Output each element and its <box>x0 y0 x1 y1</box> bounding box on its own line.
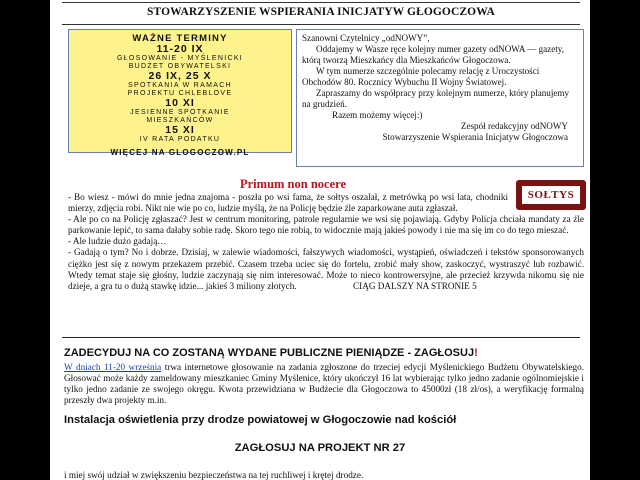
letter-p3: Zapraszamy do współpracy przy kolejnym numerze, który planujemy na grudzień. <box>302 88 570 109</box>
event-meetings-line1: SPOTKANIA W RAMACH <box>128 82 232 89</box>
event-tax: IV RATA PODATKU <box>139 136 221 143</box>
section-separator <box>62 337 580 338</box>
event-vote-line1: GŁOSOWANIE - MYŚLENICKI <box>116 55 244 62</box>
date-vote: 11-20 IX <box>156 43 204 55</box>
letter-greeting: Szanowni Czytelnicy „odNOWY”, <box>302 33 430 43</box>
column-p3: - Ale ludzie dużo gadają… <box>68 236 167 247</box>
letter-p2: W tym numerze szczególnie polecamy relację z Uroczystości Obchodów 80. Rocznicy Wybuchu II Wojny Światowej. <box>302 66 540 87</box>
event-autumn-line2: MIESZKAŃCÓW <box>146 117 214 124</box>
letter-p4: Razem możemy więcej:) <box>332 110 423 120</box>
project-number-heading: ZAGŁOSUJ NA PROJEKT NR 27 <box>234 442 406 454</box>
column-title: Primum non nocere <box>240 177 347 191</box>
project-tail-text: i miej swój udział w zwiększeniu bezpieczeństwa na tej ruchliwej i krętej drodze. <box>64 470 364 480</box>
column-p2: - Ale po co na Policję zgłaszać? Jest w centrum monitoring, patrole regularnie we wsi się pojawiają. Gdyby Policja chciała mandaty za źle parkowanie lepić, to sama dałaby sobie radę. Skoro tego nie robią, to widocznie mają jakieś powody i nie ma się im co do tego mieszać. <box>68 214 584 236</box>
letter-sig1: Zespół redakcyjny odNOWY <box>460 121 568 131</box>
date-tax: 15 XI <box>165 124 195 136</box>
event-vote-line2: BUDŻET OBYWATELSKI <box>128 63 232 70</box>
vote-heading <box>64 347 584 359</box>
event-meetings-line2: PROJEKTU CHLEBLOVE <box>127 90 233 97</box>
column-body <box>68 192 584 292</box>
soltys-badge-label: SOŁTYS <box>522 186 580 204</box>
event-autumn-line1: JESIENNE SPOTKANIE <box>130 109 230 116</box>
vote-body <box>64 362 584 406</box>
editorial-letter <box>296 29 584 167</box>
header-rule <box>62 24 580 25</box>
newsletter-page <box>50 0 590 480</box>
letter-sig2: Stowarzyszenie Wspierania Inicjatyw Głogoczowa <box>382 132 568 142</box>
important-dates-box <box>68 29 292 157</box>
dates-title: WAŻNE TERMINY <box>132 33 228 44</box>
project-subheading: Instalacja oświetlenia przy drodze powiatowej w Głogoczowie nad kościół <box>64 414 457 426</box>
letter-p1: Oddajemy w Wasze ręce kolejny numer gazety odNOWA — gazety, którą tworzą Mieszkańcy dla Mieszkańców Głogoczowa. <box>302 44 564 65</box>
vote-heading-exclaim: ! <box>474 347 478 359</box>
vote-dates: W dniach 11-20 września <box>64 362 162 372</box>
date-meetings: 26 IX, 25 X <box>148 70 212 82</box>
more-link[interactable]: WIĘCEJ NA GLOGOCZOW.PL <box>110 148 250 157</box>
top-rule <box>62 2 580 3</box>
continued-note: CIĄG DALSZY NA STRONIE 5 <box>353 280 477 291</box>
page-header: STOWARZYSZENIE WSPIERANIA INICJATYW GŁOGOCZOWA <box>147 6 495 18</box>
column-p4: - Gadają o tym? No i dobrze. Dzisiaj, w zalewie wiadomości, fałszywych wiadomości, wystąpień, oświadczeń i tekstów sponsorowanych ciężko jest się z nowym przekazem przebić. Czasem trzeba uciec się do fortelu, zrobić mały show, zaskoczyć, wystraszyć lub rozbawić. Wtedy temat staje się głośny, ludzie zaczynają się nim interesować. Może to nieco kontrowersyjne, ale przecież krzywda nikomu się nie dzieje, a gra tu o dużą stawkę idzie... jakieś 3 miliony złotych. <box>68 247 584 291</box>
vote-heading-text: ZADECYDUJ NA CO ZOSTANĄ WYDANE PUBLICZNE PIENIĄDZE - ZAGŁOSUJ <box>64 347 475 359</box>
date-autumn: 10 XI <box>165 97 195 109</box>
vote-body-text: trwa internetowe głosowanie na zadania zgłoszone do trzeciej edycji Myślenickiego Budżetu Obywatelskiego. Głosować może każdy zameldowany mieszkaniec Gminy Myślenice, który ukończył 16 lat wybierając tylko jedno zadanie ogólnomiejskie i tylko jedno zadanie ze swojego okręgu. Kwota przewidziana w Budżecie dla Głogoczowa to 45000zł (18 zł/os), a weryfikację formalną przeszły dwa projekty m.in. <box>64 362 584 406</box>
column-p1: - Bo wiesz - mówi do mnie jedna znajoma - poszła po wsi fama, że sołtys oszalał, z metrówką po wsi lata, chodniki mierzy, zdjęcia robi. Nikt nie wie po co, ludzie myślą, że na Policję będzie źle zaparkowane auta zgłaszał. <box>68 192 508 214</box>
